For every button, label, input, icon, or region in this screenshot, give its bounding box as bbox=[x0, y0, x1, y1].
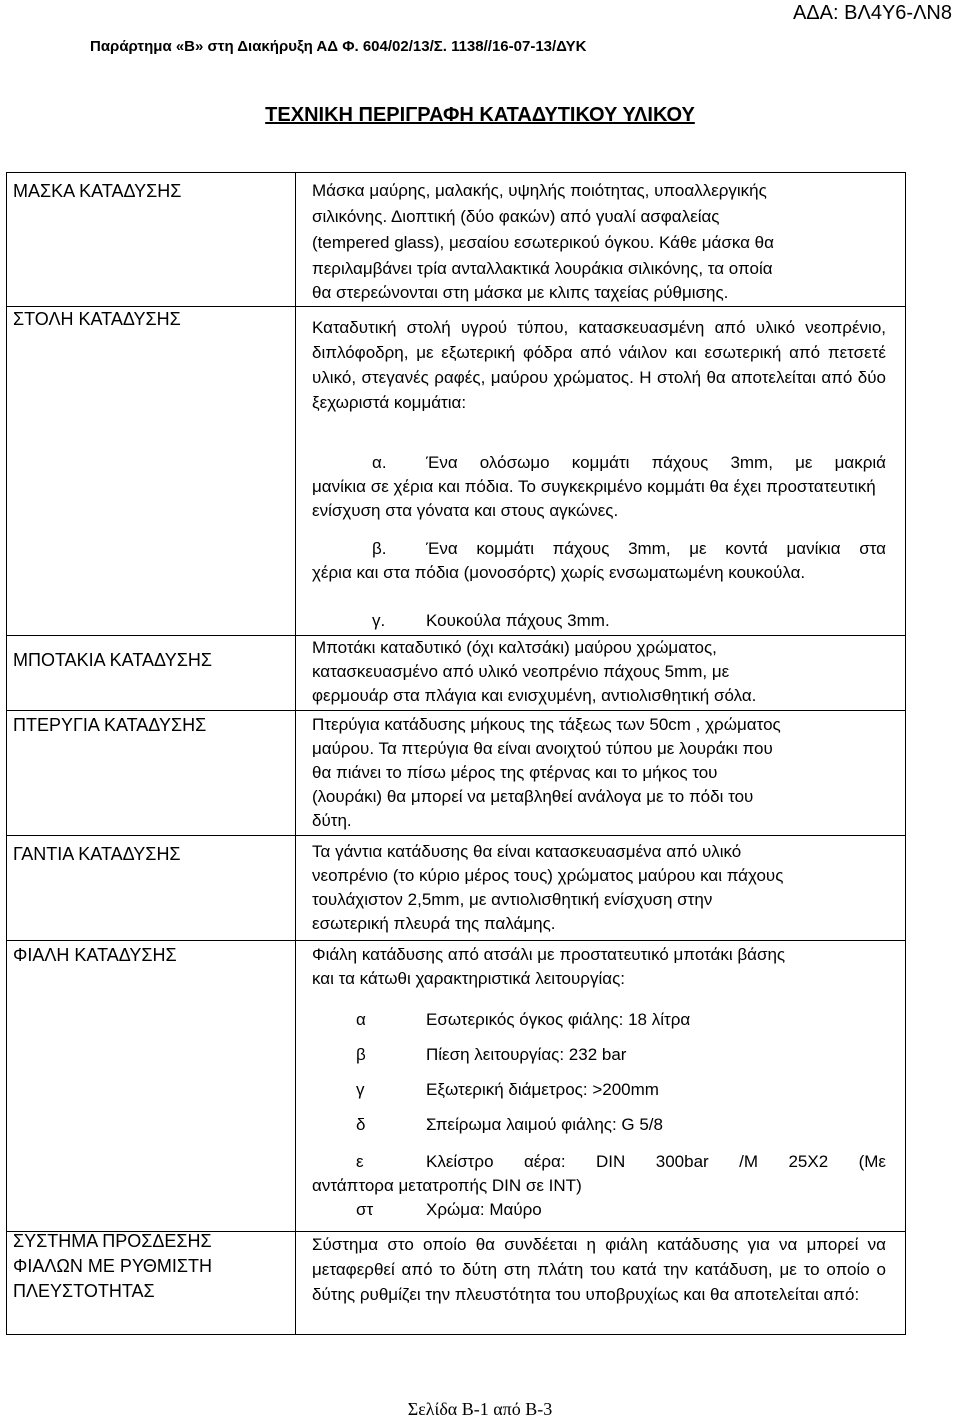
fins-line: (λουράκι) θα μπορεί να μεταβληθεί ανάλογα με το πόδι του bbox=[312, 787, 754, 806]
table-row bbox=[7, 1232, 906, 1335]
mask-line: περιλαμβάνει τρία ανταλλακτικά λουράκια σιλικόνης, τα οποία bbox=[312, 259, 773, 278]
description-cell bbox=[296, 836, 906, 941]
tank-item-mark: δ bbox=[356, 1115, 366, 1134]
suit-item-b-line: Ένα κομμάτι πάχους 3mm, με κοντά μανίκια στα bbox=[426, 539, 886, 558]
suit-item-b-rest: χέρια και στα πόδια (μονοσόρτς) χωρίς ενσωματωμένη κουκούλα. bbox=[312, 563, 806, 582]
suit-item-b-mark: β. bbox=[372, 539, 387, 558]
label-system-line: ΣΥΣΤΗΜΑ ΠΡΟΣΔΕΣΗΣ bbox=[13, 1231, 212, 1251]
suit-intro: Καταδυτική στολή υγρού τύπου, κατασκευασμένη από υλικό νεοπρένιο, διπλόφοδρη, με εξωτερική φόδρα από νάιλον και εσωτερική από πετσετέ υλικό, στεγανές ραφές, μαύρου χρώματος. Η στολή θα αποτελείται από δύο ξεχωριστά κομμάτια: bbox=[312, 318, 886, 412]
tank-item-e-rest: αντάπτορα μετατροπής DIN σε INT) bbox=[312, 1176, 582, 1195]
tank-item-text: Πίεση λειτουργίας: 232 bar bbox=[426, 1045, 627, 1064]
label-system bbox=[13, 1229, 212, 1304]
label-system-line: ΠΛΕΥΣΤΟΤΗΤΑΣ bbox=[13, 1281, 155, 1301]
tank-line: Φιάλη κατάδυσης από ατσάλι με προστατευτικό μποτάκι βάσης bbox=[312, 945, 786, 964]
mask-line: Μάσκα μαύρης, μαλακής, υψηλής ποιότητας, υποαλλεργικής bbox=[312, 181, 767, 200]
label-cell bbox=[7, 173, 296, 307]
label-tank: ΦΙΑΛΗ ΚΑΤΑΔΥΣΗΣ bbox=[13, 945, 177, 965]
description-cell bbox=[296, 711, 906, 836]
tank-item-text: Σπείρωμα λαιμού φιάλης: G 5/8 bbox=[426, 1115, 663, 1134]
fins-line: δύτη. bbox=[312, 811, 352, 830]
tank-item-e-line: Κλείστρο αέρα: DIN 300bar /M 25X2 (Με bbox=[426, 1152, 886, 1171]
fins-line: θα πιάνει το πίσω μέρος της φτέρνας και το μήκος του bbox=[312, 763, 718, 782]
table-row bbox=[7, 636, 906, 711]
tank-item-text: Εσωτερικός όγκος φιάλης: 18 λίτρα bbox=[426, 1010, 691, 1029]
label-cell bbox=[7, 836, 296, 941]
tank-item-mark: γ bbox=[356, 1080, 365, 1099]
suit-item-a-mark: α. bbox=[372, 453, 387, 472]
label-cell bbox=[7, 711, 296, 836]
system-text: Σύστημα στο οποίο θα συνδέεται η φιάλη κατάδυσης για να μπορεί να μεταφερθεί από το δύτη στη πλάτη του κατά την κατάδυση, με το οποίο ο δύτης ρυθμίζει την πλευστότητα του υποβρυχίως και θα αποτελείται από: bbox=[312, 1235, 886, 1304]
label-system-line: ΦΙΑΛΩΝ ΜΕ ΡΥΘΜΙΣΤΗ bbox=[13, 1256, 212, 1276]
boots-line: φερμουάρ στα πλάγια και ενισχυμένη, αντιολισθητική σόλα. bbox=[312, 686, 757, 705]
tank-line: και τα κάτωθι χαρακτηριστικά λειτουργίας: bbox=[312, 969, 625, 988]
gloves-line: εσωτερική πλευρά της παλάμης. bbox=[312, 914, 556, 933]
suit-item-a-line: Ένα ολόσωμο κομμάτι πάχους 3mm, με μακριά bbox=[426, 453, 886, 472]
fins-line: Πτερύγια κατάδυσης μήκους της τάξεως των 50cm , χρώματος bbox=[312, 715, 781, 734]
gloves-line: τουλάχιστον 2,5mm, με αντιολισθητική ενίσχυση στην bbox=[312, 890, 713, 909]
description-cell bbox=[296, 1232, 906, 1335]
table-row bbox=[7, 711, 906, 836]
label-suit: ΣΤΟΛΗ ΚΑΤΑΔΥΣΗΣ bbox=[13, 309, 181, 329]
label-mask: ΜΑΣΚΑ ΚΑΤΑΔΥΣΗΣ bbox=[13, 181, 182, 201]
label-boots: ΜΠΟΤΑΚΙΑ ΚΑΤΑΔΥΣΗΣ bbox=[13, 650, 212, 670]
suit-item-c-mark: γ. bbox=[372, 611, 386, 630]
tank-item-mark: α bbox=[356, 1010, 366, 1029]
tank-item-mark: β bbox=[356, 1045, 366, 1064]
tank-item-text: Χρώμα: Μαύρο bbox=[426, 1200, 542, 1219]
label-gloves: ΓΑΝΤΙΑ ΚΑΤΑΔΥΣΗΣ bbox=[13, 844, 181, 864]
description-cell bbox=[296, 307, 906, 636]
boots-line: κατασκευασμένο από υλικό νεοπρένιο πάχους 5mm, με bbox=[312, 662, 730, 681]
page-footer: Σελίδα Β-1 από Β-3 bbox=[407, 1399, 553, 1419]
mask-line: θα στερεώνονται στη μάσκα με κλιπς ταχείας ρύθμισης. bbox=[312, 283, 729, 302]
tank-item-text: Εξωτερική διάμετρος: >200mm bbox=[426, 1080, 659, 1099]
label-cell bbox=[7, 1232, 296, 1335]
annex-reference: Παράρτημα «Β» στη Διακήρυξη ΑΔ Φ. 604/02/13/Σ. 1138//16-07-13/ΔΥΚ bbox=[90, 38, 587, 55]
suit-item-c-text: Κουκούλα πάχους 3mm. bbox=[426, 611, 610, 630]
boots-line: Μποτάκι καταδυτικό (όχι καλτσάκι) μαύρου χρώματος, bbox=[312, 638, 717, 657]
label-cell bbox=[7, 941, 296, 1232]
document-title: ΤΕΧΝΙΚΗ ΠΕΡΙΓΡΑΦΗ ΚΑΤΑΔΥΤΙΚΟΥ ΥΛΙΚΟΥ bbox=[265, 104, 695, 126]
table-row bbox=[7, 173, 906, 307]
label-fins: ΠΤΕΡΥΓΙΑ ΚΑΤΑΔΥΣΗΣ bbox=[13, 715, 207, 735]
label-cell bbox=[7, 307, 296, 636]
description-cell bbox=[296, 941, 906, 1232]
table-row bbox=[7, 307, 906, 636]
tank-item-mark: στ bbox=[356, 1200, 374, 1219]
table-row bbox=[7, 836, 906, 941]
table-row bbox=[7, 941, 906, 1232]
description-cell bbox=[296, 636, 906, 711]
spec-table bbox=[6, 172, 906, 1335]
fins-line: μαύρου. Τα πτερύγια θα είναι ανοιχτού τύπου με λουράκι που bbox=[312, 739, 773, 758]
label-cell bbox=[7, 636, 296, 711]
description-cell bbox=[296, 173, 906, 307]
ada-code: ΑΔΑ: ΒΛ4Υ6-ΛΝ8 bbox=[792, 2, 952, 24]
mask-line: (tempered glass), μεσαίου εσωτερικού όγκου. Κάθε μάσκα θα bbox=[312, 233, 774, 252]
tank-item-mark: ε bbox=[356, 1152, 364, 1171]
gloves-line: νεοπρένιο (το κύριο μέρος τους) χρώματος μαύρου και πάχους bbox=[312, 866, 784, 885]
suit-item-a-rest: μανίκια σε χέρια και πόδια. Το συγκεκριμένο κομμάτι θα έχει προστατευτική ενίσχυση στα γόνατα και στους αγκώνες. bbox=[312, 477, 876, 520]
mask-line: σιλικόνης. Διοπτική (δύο φακών) από γυαλί ασφαλείας bbox=[312, 207, 720, 226]
gloves-line: Τα γάντια κατάδυσης θα είναι κατασκευασμένα από υλικό bbox=[312, 842, 742, 861]
